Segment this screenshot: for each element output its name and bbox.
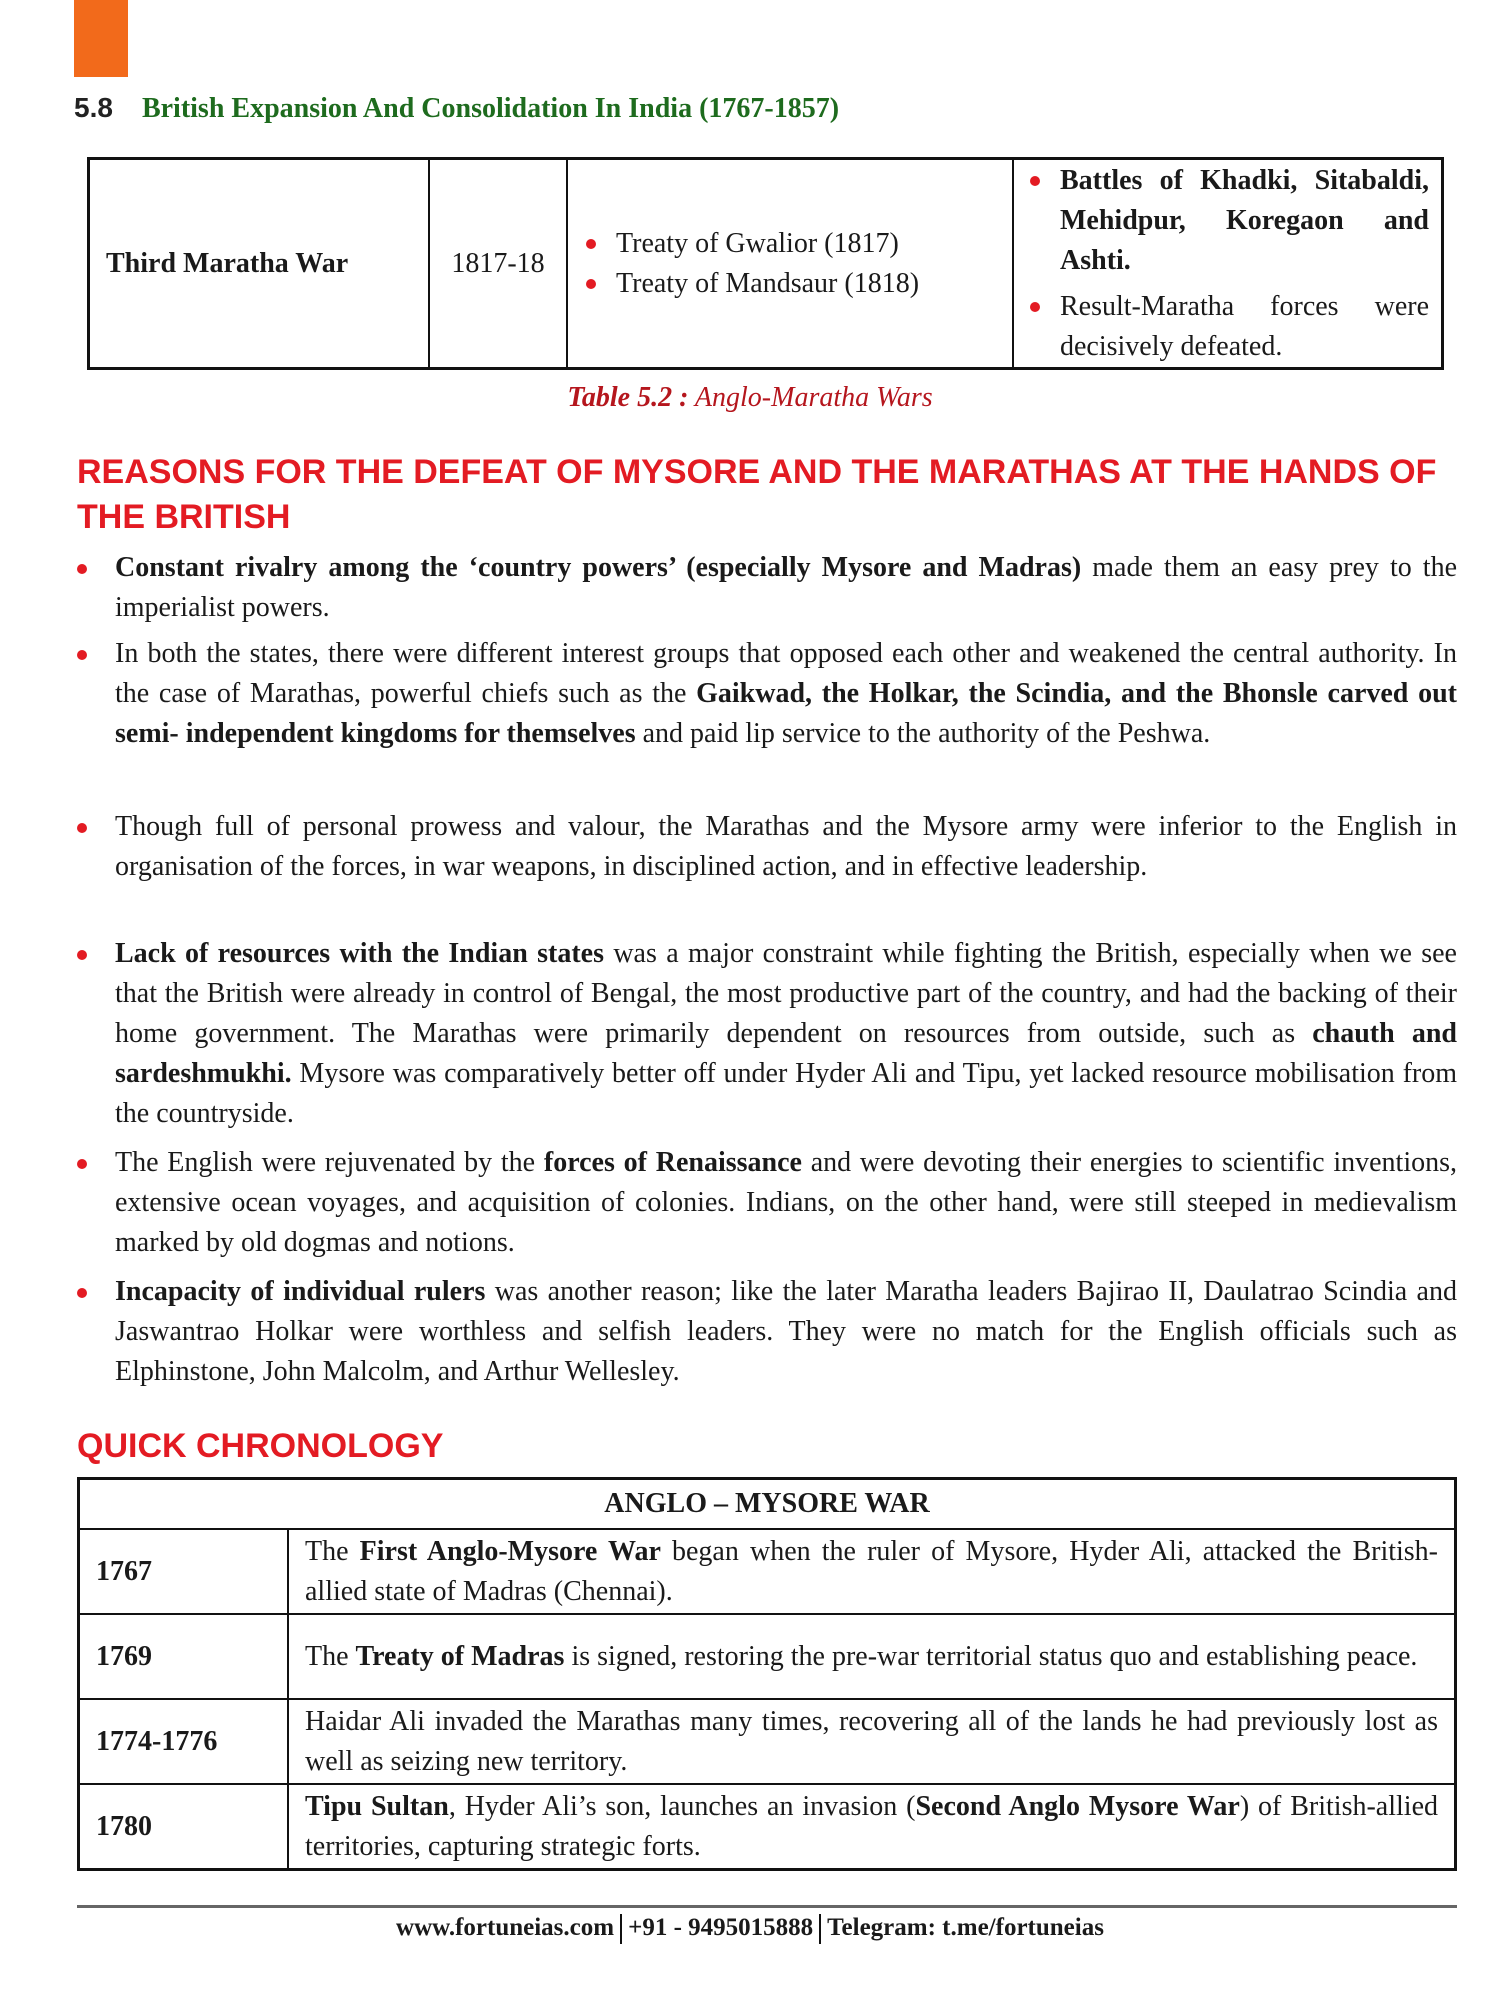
chronology-table	[77, 1477, 1457, 1871]
text-segment: Though full of personal prowess and valour, the Marathas and the Mysore army were inferior to the English in organisation of the forces, in war weapons, in disciplined action, and in effective leadership.	[115, 811, 1457, 882]
treaties-cell	[567, 159, 1013, 369]
section-number: 5.8	[74, 92, 113, 123]
years-cell: 1817-18	[429, 159, 567, 369]
text-segment: The English were rejuvenated by the	[115, 1147, 544, 1178]
text-segment: was a major constraint while fighting the British, especially when we see that the British were already in control of Bengal, the most productive part of the country, and had the backing of their home government. The Marathas were primarily dependent on resources from outside, such as	[115, 938, 1457, 1049]
bullet-icon	[77, 950, 87, 960]
bold-text: Constant rivalry among the ‘country powers’ (especially Mysore and Madras)	[115, 552, 1082, 583]
bold-text: Gaikwad, the Holkar, the Scindia, and the Bhonsle carved out semi- independent kingdoms for themselves	[115, 678, 1457, 749]
chapter-color-tab	[74, 0, 128, 77]
footer-separator	[620, 1914, 622, 1944]
event-cell	[288, 1614, 1456, 1699]
bold-text: chauth and sardeshmukhi.	[115, 1018, 1457, 1089]
table-row	[79, 1529, 1456, 1614]
bullet-text	[115, 807, 1457, 887]
bullet-text	[115, 548, 1457, 628]
event-cell	[288, 1529, 1456, 1614]
chronology-heading: QUICK CHRONOLOGY	[77, 1427, 444, 1465]
footer	[0, 1914, 1500, 1944]
reason-bullet	[77, 807, 1457, 887]
bullet-text	[115, 934, 1457, 1134]
table-caption	[0, 382, 1500, 414]
text-segment: The	[305, 1640, 356, 1672]
caption-label: Table 5.2 :	[567, 382, 689, 413]
text-segment: and were devoting their energies to scientific inventions, extensive ocean voyages, and acquisition of colonies. Indians, on the other hand, were still steeped in medievalism marked by old dogmas and notions.	[115, 1147, 1458, 1258]
result-item: Result-Maratha forces were decisively defeated.	[1026, 287, 1429, 367]
bullet-icon	[77, 823, 87, 833]
text-segment: ) of British-allied territories, capturing strategic forts.	[305, 1790, 1439, 1862]
caption-text: Anglo-Maratha Wars	[694, 382, 933, 413]
table-title: ANGLO – MYSORE WAR	[79, 1479, 1456, 1530]
bullet-icon	[77, 1159, 87, 1169]
bullet-icon	[77, 564, 87, 574]
text-segment: In both the states, there were different interest groups that opposed each other and weakened the central authority. In the case of Marathas, powerful chiefs such as the	[115, 638, 1457, 709]
reason-bullet	[77, 548, 1457, 628]
text-segment: began when the ruler of Mysore, Hyder Ali, attacked the British-allied state of Madras (Chennai).	[305, 1535, 1439, 1607]
bullet-text	[115, 634, 1457, 754]
year-cell: 1774-1776	[79, 1699, 289, 1784]
bullet-icon	[77, 1288, 87, 1298]
text-segment: made them an easy prey to the imperialist powers.	[115, 552, 1457, 623]
year-cell: 1780	[79, 1784, 289, 1870]
reason-bullet	[77, 1272, 1457, 1392]
section-title: British Expansion And Consolidation In India (1767-1857)	[141, 93, 840, 124]
table-row	[79, 1614, 1456, 1699]
battles-item: Battles of Khadki, Sitabaldi, Mehidpur, Koregaon and Ashti.	[1026, 161, 1429, 281]
treaty-item: Treaty of Mandsaur (1818)	[582, 264, 1002, 304]
bullet-text	[115, 1143, 1457, 1263]
text-segment: was another reason; like the later Maratha leaders Bajirao II, Daulatrao Scindia and Jaswantrao Holkar were worthless and selfish leaders. They were no match for the English officials such as Elphinstone, John Malcolm, and Arthur Wellesley.	[115, 1276, 1457, 1387]
bold-text: Lack of resources with the Indian states	[115, 938, 604, 969]
anglo-maratha-table	[87, 157, 1444, 370]
table-row	[79, 1784, 1456, 1870]
year-cell: 1769	[79, 1614, 289, 1699]
year-cell: 1767	[79, 1529, 289, 1614]
battles-cell	[1013, 159, 1443, 369]
table-row	[79, 1699, 1456, 1784]
bullet-icon	[77, 650, 87, 660]
footer-telegram-link[interactable]: Telegram: t.me/fortuneias	[827, 1914, 1104, 1941]
event-cell	[288, 1699, 1456, 1784]
bold-text: Treaty of Madras	[355, 1640, 565, 1672]
bullet-text	[115, 1272, 1457, 1392]
bold-text: Second Anglo Mysore War	[915, 1790, 1240, 1822]
section-header	[74, 92, 839, 125]
treaty-item: Treaty of Gwalior (1817)	[582, 224, 1002, 264]
footer-phone: +91 - 9495015888	[628, 1914, 814, 1941]
bold-text: First Anglo-Mysore War	[359, 1535, 661, 1567]
footer-website-link[interactable]: www.fortuneias.com	[396, 1914, 615, 1941]
reason-bullet	[77, 934, 1457, 1134]
text-segment: The	[305, 1535, 360, 1567]
footer-divider	[77, 1905, 1457, 1908]
text-segment: Mysore was comparatively better off under Hyder Ali and Tipu, yet lacked resource mobilisation from the countryside.	[115, 1058, 1457, 1129]
bold-text: Tipu Sultan	[305, 1790, 449, 1822]
text-segment: and paid lip service to the authority of the Peshwa.	[635, 718, 1211, 749]
bold-text: forces of Renaissance	[543, 1147, 802, 1178]
text-segment: is signed, restoring the pre-war territorial status quo and establishing peace.	[564, 1640, 1418, 1672]
table-header-row	[79, 1479, 1456, 1530]
footer-separator	[819, 1914, 821, 1944]
reason-bullet	[77, 1143, 1457, 1263]
text-segment: , Hyder Ali’s son, launches an invasion (	[448, 1790, 916, 1822]
table-row	[89, 159, 1443, 369]
war-name-cell: Third Maratha War	[89, 159, 430, 369]
text-segment: Haidar Ali invaded the Marathas many times, recovering all of the lands he had previously lost as well as seizing new territory.	[305, 1705, 1438, 1777]
reason-bullet	[77, 634, 1457, 754]
event-cell	[288, 1784, 1456, 1870]
bold-text: Incapacity of individual rulers	[115, 1276, 486, 1307]
reasons-heading: REASONS FOR THE DEFEAT OF MYSORE AND THE MARATHAS AT THE HANDS OF THE BRITISH	[77, 453, 1437, 536]
